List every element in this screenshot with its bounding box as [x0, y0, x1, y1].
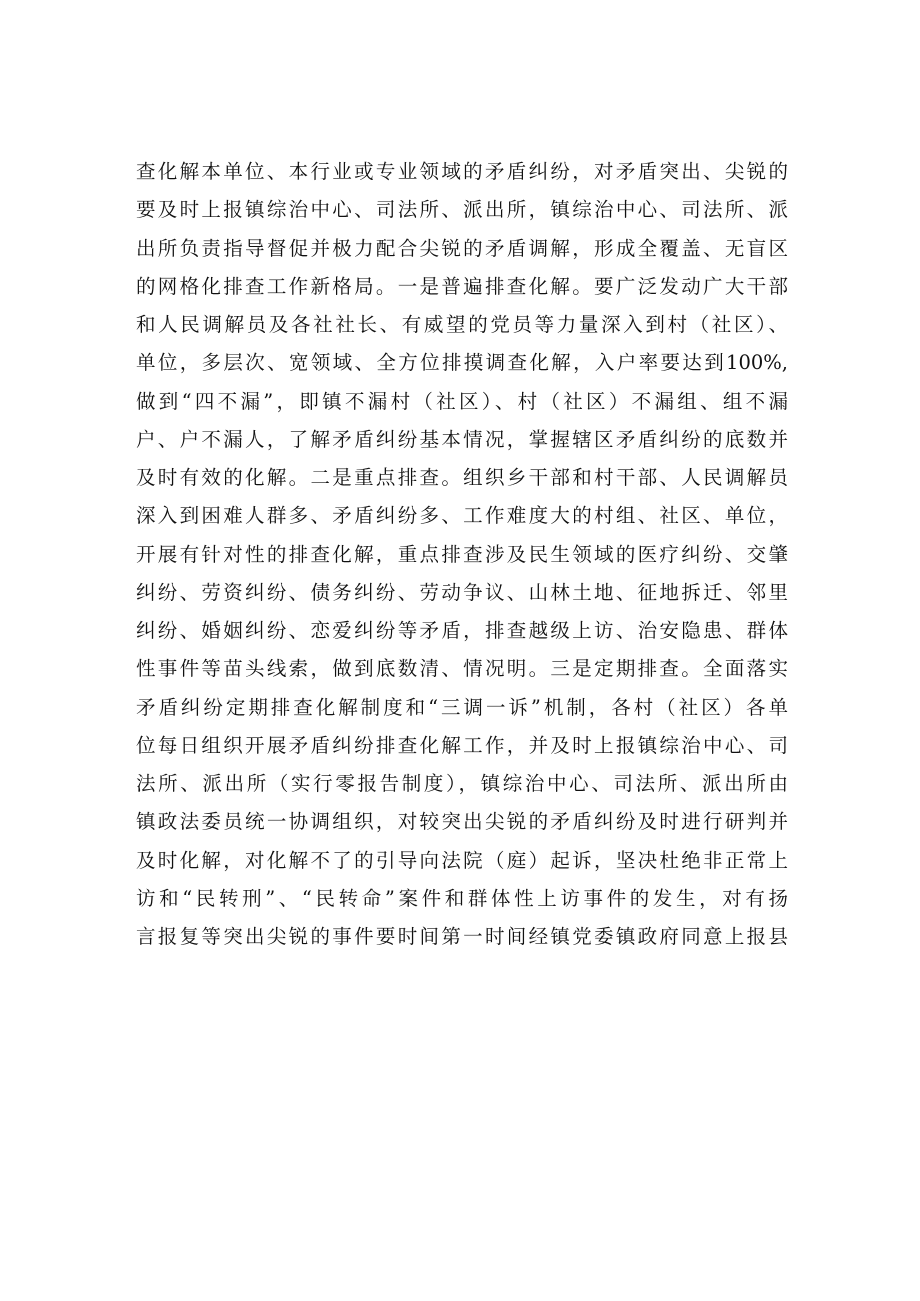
- text-line: 要及时上报镇综治中心、司法所、派出所，镇综治中心、司法所、派: [136, 198, 788, 222]
- text-line: 出所负责指导督促并极力配合尖锐的矛盾调解，形成全覆盖、无盲区: [136, 236, 788, 260]
- text-line: 位每日组织开展矛盾纠纷排查化解工作，并及时上报镇综治中心、司: [136, 733, 788, 757]
- text-line: 的网格化排查工作新格局。一是普遍排查化解。要广泛发动广大干部: [136, 274, 788, 298]
- text-line: 纠纷、婚姻纠纷、恋爱纠纷等矛盾，排查越级上访、治安隐患、群体: [136, 619, 788, 642]
- body-text: [136, 153, 788, 956]
- text-line: 性事件等苗头线索，做到底数清、情况明。三是定期排查。全面落实: [136, 657, 788, 681]
- text-line: 及时化解，对化解不了的引导向法院（庭）起诉，坚决杜绝非正常上: [136, 848, 788, 872]
- text-line: 做到“四不漏”，即镇不漏村（社区）、村（社区）不漏组、组不漏: [136, 389, 788, 413]
- text-line: 及时有效的化解。二是重点排查。组织乡干部和村干部、人民调解员: [136, 466, 788, 489]
- text-line: 言报复等突出尖锐的事件要时间第一时间经镇党委镇政府同意上报县: [136, 925, 788, 948]
- text-line: 和人民调解员及各社社长、有威望的党员等力量深入到村（社区）、: [136, 313, 788, 336]
- text-line: 开展有针对性的排查化解，重点排查涉及民生领域的医疗纠纷、交肇: [136, 542, 788, 566]
- text-line: 纠纷、劳资纠纷、债务纠纷、劳动争议、山林土地、征地拆迁、邻里: [136, 580, 788, 604]
- text-line: 单位，多层次、宽领域、全方位排摸调查化解，入户率要达到100%,: [136, 351, 788, 375]
- text-line: 深入到困难人群多、矛盾纠纷多、工作难度大的村组、社区、单位，: [136, 504, 788, 528]
- text-line: 法所、派出所（实行零报告制度），镇综治中心、司法所、派出所由: [136, 772, 788, 795]
- text-line: 查化解本单位、本行业或专业领域的矛盾纠纷，对矛盾突出、尖锐的: [136, 160, 788, 183]
- text-line: 矛盾纠纷定期排查化解制度和“三调一诉”机制，各村（社区）各单: [136, 695, 788, 719]
- text-line: 户、户不漏人，了解矛盾纠纷基本情况，掌握辖区矛盾纠纷的底数并: [136, 427, 788, 451]
- text-line: 镇政法委员统一协调组织，对较突出尖锐的矛盾纠纷及时进行研判并: [136, 810, 788, 834]
- text-line: 访和“民转刑”、“民转命”案件和群体性上访事件的发生，对有扬: [136, 886, 788, 910]
